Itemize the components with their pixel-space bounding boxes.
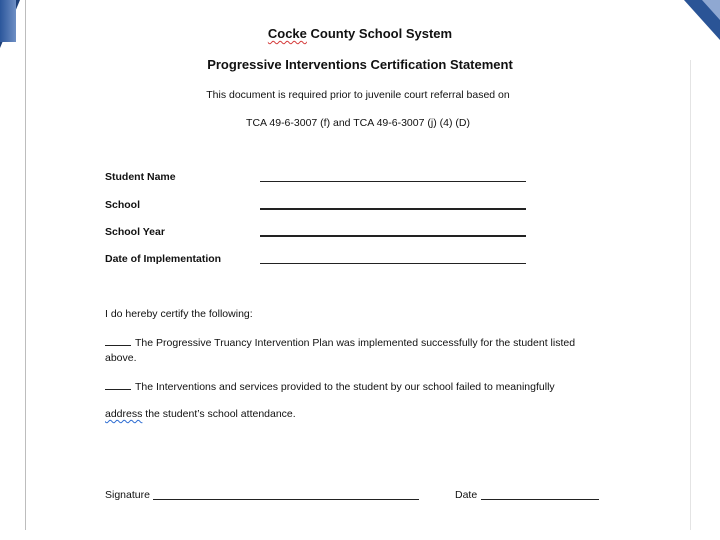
student-name-line <box>260 181 526 182</box>
certification-item-1 <box>105 336 575 349</box>
school-label: School <box>105 199 141 211</box>
certification-item-2 <box>105 380 555 393</box>
date-label: Date <box>455 489 478 501</box>
certification-item-2-rest: the student’s school attendance. <box>142 408 296 420</box>
corner-decoration-right-light <box>702 0 720 20</box>
certification-item-1-continuation: above. <box>105 352 137 364</box>
school-line <box>260 208 526 210</box>
certification-item-2-continuation <box>105 408 296 420</box>
org-title <box>0 26 720 41</box>
signature-line <box>153 499 419 500</box>
certification-item-2-text: The Interventions and services provided to the student by our school failed to meaningfully <box>135 381 555 393</box>
subtitle-line-2: TCA 49-6-3007 (f) and TCA 49-6-3007 (j) (4) (D) <box>246 117 470 129</box>
subtitle-line-1: This document is required prior to juvenile court referral based on <box>206 89 510 101</box>
org-title-first-word: Cocke <box>267 26 307 41</box>
school-year-line <box>260 235 526 237</box>
checkbox-blank-2 <box>105 380 131 390</box>
date-line <box>481 499 599 500</box>
date-of-implementation-line <box>260 263 526 264</box>
certification-item-2-flagged-word: address <box>105 408 143 420</box>
signature-label: Signature <box>105 489 150 501</box>
certification-intro: I do hereby certify the following: <box>105 308 253 320</box>
checkbox-blank-1 <box>105 336 131 346</box>
certification-item-1-text: The Progressive Truancy Intervention Plan was implemented successfully for the student listed <box>135 337 576 349</box>
date-of-implementation-label: Date of Implementation <box>105 253 222 265</box>
statement-title: Progressive Interventions Certification Statement <box>207 57 513 72</box>
student-name-label: Student Name <box>105 171 176 183</box>
school-year-label: School Year <box>105 226 165 238</box>
page-left-edge <box>25 0 26 530</box>
org-title-rest: County School System <box>306 26 453 41</box>
page-right-edge <box>690 60 691 530</box>
